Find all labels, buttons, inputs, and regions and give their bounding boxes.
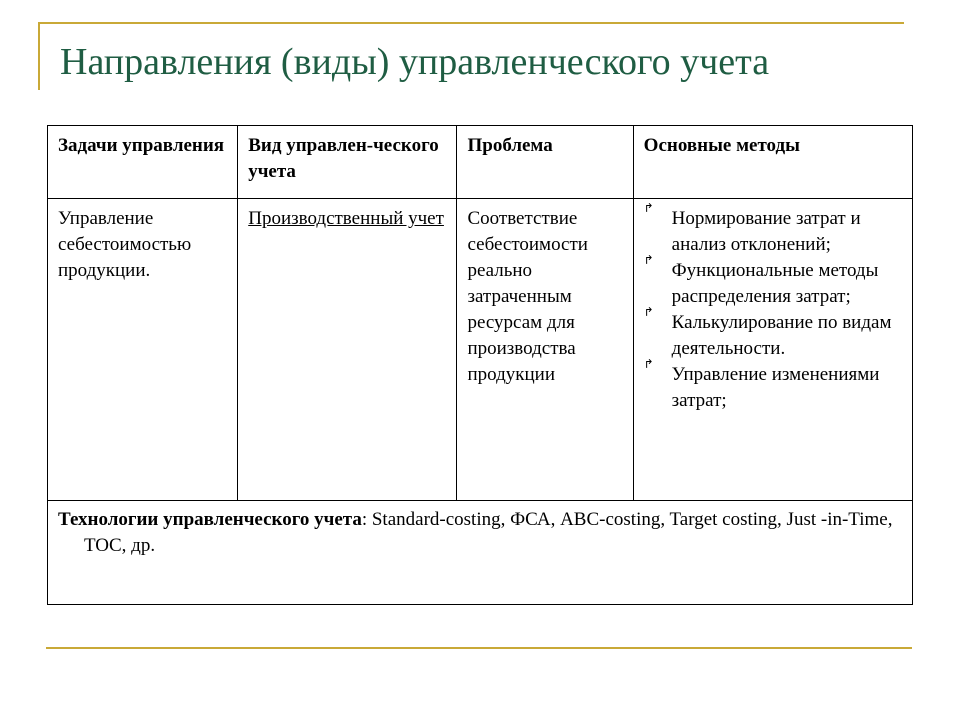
list-item <box>643 201 902 258</box>
top-decorative-rule <box>38 22 904 24</box>
footer-technologies: : Standard-costing, ФСА, ABC-costing, Target costing, Just -in-Time, TOC, др. <box>84 509 893 556</box>
cell-accounting-type <box>238 199 457 501</box>
method-text: Управление изменениями затрат; <box>671 364 880 411</box>
header-accounting-type: Вид управлен-ческого учета <box>238 126 457 199</box>
method-text: Нормирование затрат и анализ отклонений; <box>671 208 861 255</box>
header-problem: Проблема <box>457 126 633 199</box>
cell-problem: Соответствие себестоимости реально затраченным ресурсам для производства продукции <box>457 199 633 501</box>
arrow-bullet-icon: ↱ <box>643 305 654 319</box>
footer-cell <box>48 501 913 605</box>
management-accounting-table <box>47 125 913 605</box>
cell-task: Управление себестоимостью продукции. <box>48 199 238 501</box>
arrow-bullet-icon: ↱ <box>643 253 654 267</box>
list-item <box>643 253 902 310</box>
accounting-type-link[interactable]: Производственный учет <box>248 208 444 229</box>
arrow-bullet-icon: ↱ <box>643 357 654 371</box>
methods-list <box>643 201 902 414</box>
list-item <box>643 305 902 362</box>
slide-title: Направления (виды) управленческого учета <box>60 41 770 83</box>
footer-text-block <box>58 507 902 559</box>
left-decorative-rule <box>38 22 40 90</box>
header-methods: Основные методы <box>633 126 912 199</box>
table-footer-row <box>48 501 913 605</box>
table-row <box>48 199 913 501</box>
header-tasks: Задачи управления <box>48 126 238 199</box>
footer-label: Технологии управленческого учета <box>58 509 362 530</box>
bottom-decorative-rule <box>46 647 912 649</box>
list-item <box>643 357 902 414</box>
method-text: Калькулирование по видам деятельности. <box>671 312 892 359</box>
method-text: Функциональные методы распределения затрат; <box>671 260 879 307</box>
table-header-row <box>48 126 913 199</box>
cell-methods <box>633 199 912 501</box>
arrow-bullet-icon: ↱ <box>643 201 654 215</box>
